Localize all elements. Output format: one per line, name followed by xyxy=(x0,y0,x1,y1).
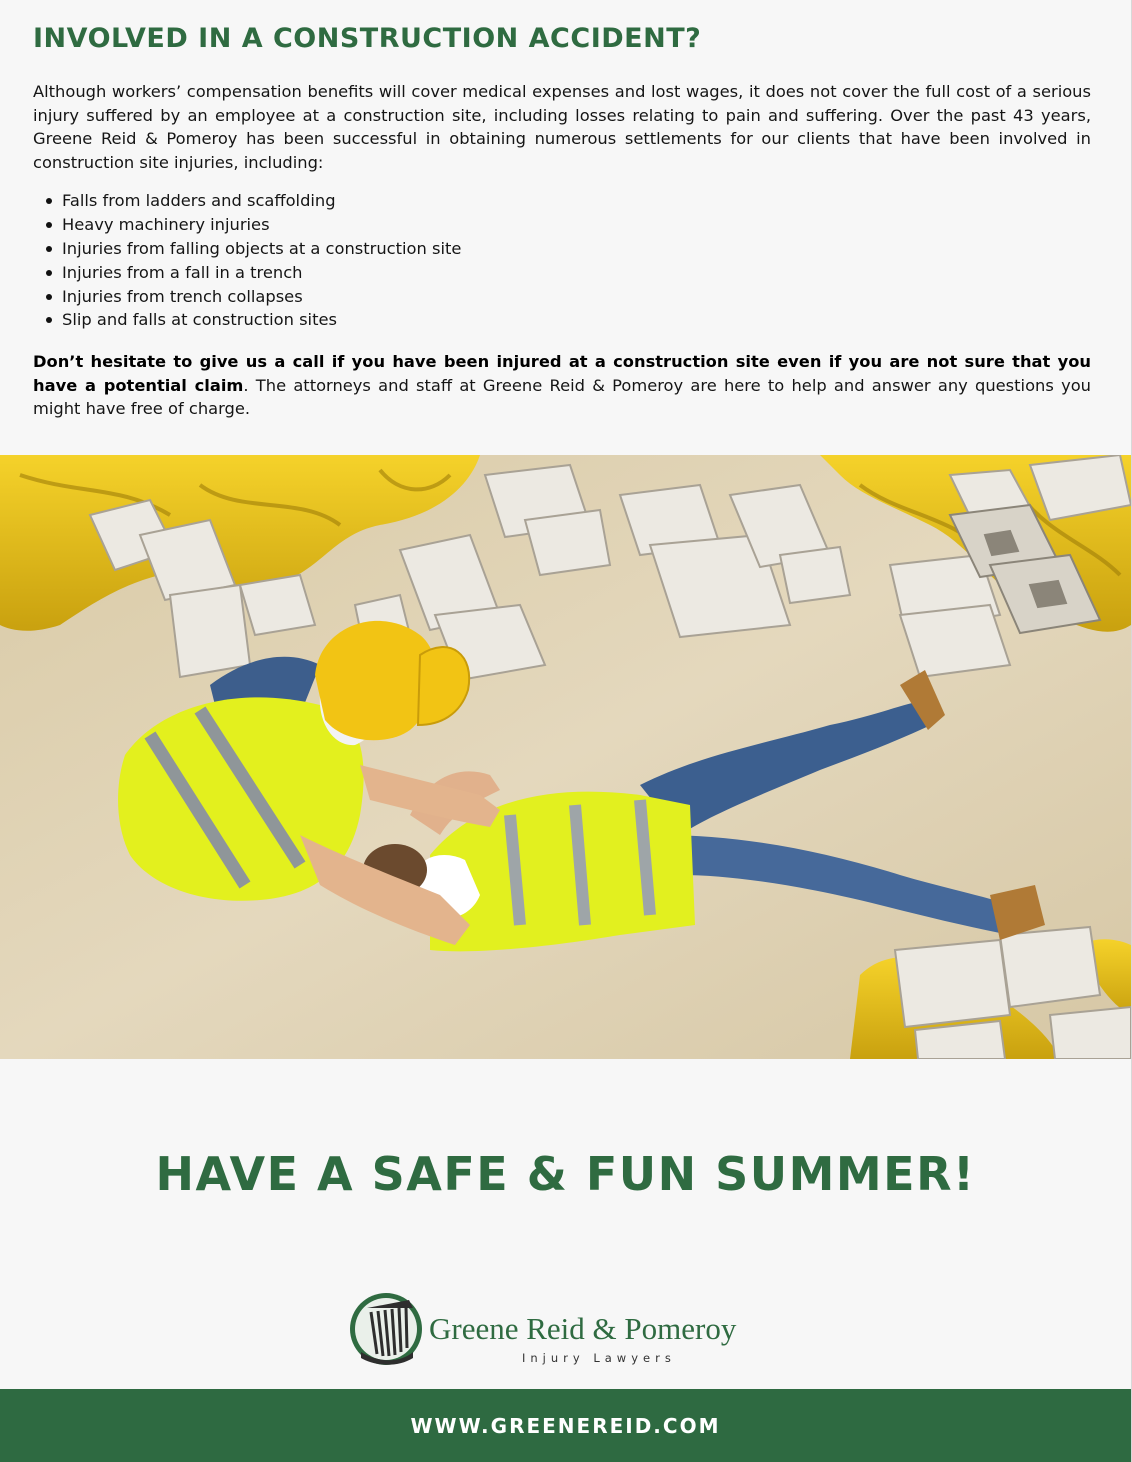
firm-tagline: Injury Lawyers xyxy=(522,1351,676,1365)
article-section xyxy=(33,22,1091,421)
injury-list xyxy=(33,189,1091,332)
firm-name: Greene Reid & Pomeroy xyxy=(429,1311,737,1346)
firm-logo xyxy=(347,1290,787,1370)
column-emblem-icon xyxy=(347,1290,425,1368)
cta-bold-text: Don’t hesitate to give us a call if you have been injured at a construction site even if you are not sure that you have a potential claim xyxy=(33,352,1091,395)
list-item: Injuries from a fall in a trench xyxy=(33,261,1091,285)
list-item: Slip and falls at construction sites xyxy=(33,308,1091,332)
cta-rest-text: . The attorneys and staff at Greene Reid & Pomeroy are here to help and answer any questions you might have free of charge. xyxy=(33,375,1091,419)
list-item: Injuries from trench collapses xyxy=(33,285,1091,309)
list-item: Falls from ladders and scaffolding xyxy=(33,189,1091,213)
list-item: Heavy machinery injuries xyxy=(33,213,1091,237)
accident-scene-illustration xyxy=(0,455,1131,1059)
article-headline: INVOLVED IN A CONSTRUCTION ACCIDENT? xyxy=(33,23,702,54)
footer-bar xyxy=(0,1389,1131,1462)
call-to-action-paragraph xyxy=(33,350,1091,421)
closing-message: HAVE A SAFE & FUN SUMMER! xyxy=(155,1147,976,1201)
list-item: Injuries from falling objects at a construction site xyxy=(33,237,1091,261)
intro-paragraph: Although workers’ compensation benefits will cover medical expenses and lost wages, it does not cover the full cost of a serious injury suffered by an employee at a construction site, including losses relating to pain and suffering. Over the past 43 years, Greene Reid & Pomeroy has been successful in obtaining numerous settlements for our clients that have been involved in construction site injuries, including: xyxy=(33,82,1091,172)
website-link[interactable]: WWW.GREENEREID.COM xyxy=(410,1414,721,1438)
construction-accident-photo xyxy=(0,455,1131,1059)
